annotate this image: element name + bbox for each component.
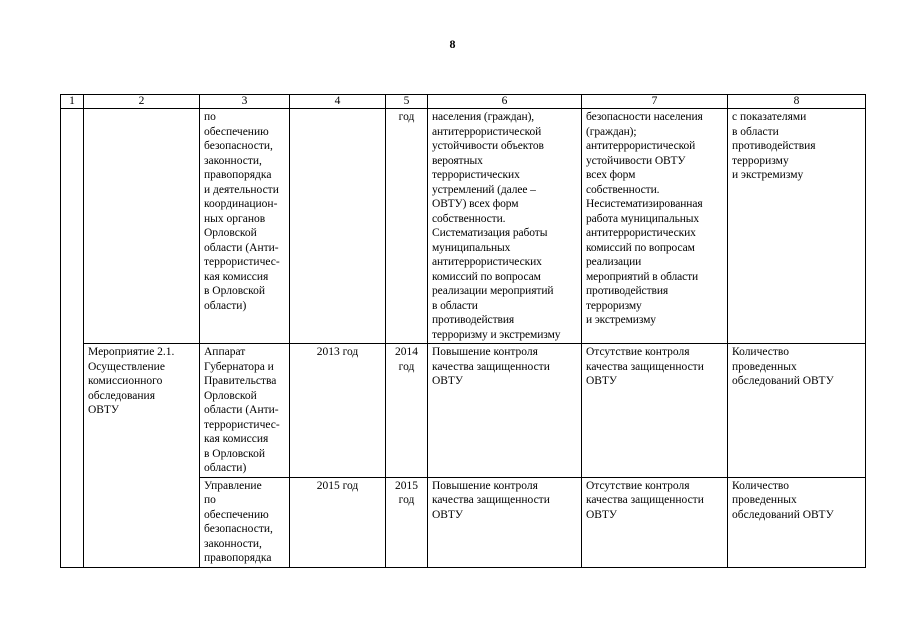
cell-end-year: 2015 год bbox=[386, 477, 428, 567]
column-number: 4 bbox=[290, 95, 386, 109]
cell-consequences: Отсутствие контроля качества защищенности ОВТУ bbox=[582, 344, 728, 478]
cell-executor: по обеспечению безопасности, законности, правопорядка и деятельности координацион- ных органов Орловской области (Анти- террористичес- кая комиссия в Орловской области) bbox=[200, 109, 290, 344]
cell-consequences: Отсутствие контроля качества защищенности ОВТУ bbox=[582, 477, 728, 567]
cell-empty bbox=[84, 109, 200, 344]
column-number: 2 bbox=[84, 95, 200, 109]
column-numbers-row bbox=[61, 95, 866, 109]
cell-empty bbox=[61, 109, 84, 568]
cell-measure-name: Мероприятие 2.1. Осуществление комиссионного обследования ОВТУ bbox=[84, 344, 200, 568]
cell-consequences: безопасности населения (граждан); антитеррористической устойчивости ОВТУ всех форм собственности. Несистематизированная работа муниципальных антитеррористических комиссий по вопросам реализации мероприятий в области противодействия терроризму и экстремизму bbox=[582, 109, 728, 344]
cell-indicators: с показателями в области противодействия терроризму и экстремизму bbox=[728, 109, 866, 344]
cell-expected-result: Повышение контроля качества защищенности ОВТУ bbox=[428, 344, 582, 478]
cell-executor: Аппарат Губернатора и Правительства Орловской области (Анти- террористичес- кая комиссия в Орловской области) bbox=[200, 344, 290, 478]
column-number: 5 bbox=[386, 95, 428, 109]
cell-start-year: 2013 год bbox=[290, 344, 386, 478]
cell-expected-result: населения (граждан), антитеррористической устойчивости объектов вероятных террористических устремлений (далее – ОВТУ) всех форм собственности. Систематизация работы муниципальных антитеррористических комиссий по вопросам реализации мероприятий в области противодействия терроризму и экстремизму bbox=[428, 109, 582, 344]
table-row-continuation bbox=[61, 109, 866, 344]
cell-end-year: 2014 год bbox=[386, 344, 428, 478]
cell-indicators: Количество проведенных обследований ОВТУ bbox=[728, 344, 866, 478]
cell-start-year: 2015 год bbox=[290, 477, 386, 567]
column-number: 1 bbox=[61, 95, 84, 109]
column-number: 6 bbox=[428, 95, 582, 109]
table-row-measure bbox=[61, 344, 866, 478]
cell-start-empty bbox=[290, 109, 386, 344]
cell-indicators: Количество проведенных обследований ОВТУ bbox=[728, 477, 866, 567]
column-number: 8 bbox=[728, 95, 866, 109]
cell-expected-result: Повышение контроля качества защищенности ОВТУ bbox=[428, 477, 582, 567]
cell-end-year: год bbox=[386, 109, 428, 344]
cell-executor: Управление по обеспечению безопасности, законности, правопорядка bbox=[200, 477, 290, 567]
column-number: 7 bbox=[582, 95, 728, 109]
measures-table bbox=[60, 94, 866, 568]
column-number: 3 bbox=[200, 95, 290, 109]
page-number: 8 bbox=[449, 37, 456, 51]
